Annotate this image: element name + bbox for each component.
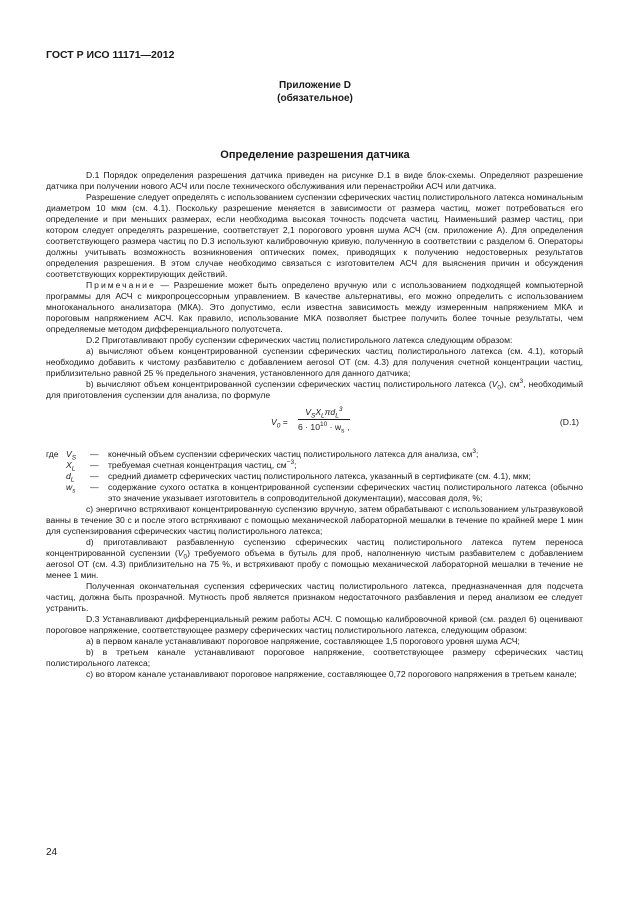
- document-header: ГОСТ Р ИСО 11171—2012: [46, 49, 175, 61]
- d2b-sup: 3: [519, 378, 524, 386]
- def-text-dl: средний диаметр сферических частиц полистирольного латекса, указанный в сертификате (см. 4.1), мкм;: [108, 471, 531, 481]
- formula-numerator: $V_SX_L\pi d_L^3$: [298, 407, 350, 420]
- d2b-v0: V: [491, 379, 498, 389]
- d2b-text-1: b) вычисляют объем концентрированной суспензии сферических частиц полистирольного латекса (: [86, 379, 492, 389]
- symbol-vs: $V_S$: [66, 449, 77, 462]
- d2b-text-2: ), см: [501, 379, 520, 389]
- formula-fraction: [298, 407, 350, 433]
- page-number: 24: [46, 847, 58, 858]
- paragraph-d3b: b) в третьем канале устанавливают пороговое напряжение, соответствующее размеру сферических частиц полистирольного латекса;: [46, 647, 583, 668]
- paragraph-d2c: с) энергично встряхивают концентрированную суспензию вручную, затем обрабатывают с использованием ультразвуковой ванны в течение 30 с и после этого встряхивают с помощью механической лабораторной мешалки в течение по крайней мере 1 мин для суспензирования сферических частиц полистирольного латекса;: [46, 504, 583, 536]
- definition-ws: [46, 482, 583, 504]
- d2b-v0-sub: 0: [497, 384, 502, 392]
- paragraph-resolution: Разрешение следует определять с использованием суспензии сферических частиц полистирольного латекса номинальным диаметром 10 мкм (см. 4.1). Поскольку разрешение меняется в зависимости от размера частиц, может потребоваться его определение и при меньших размерах, если необходима высокая точность подсчета частиц. Наименьший размер частиц, при котором следует определять разрешение, соответствует 2,1 порогового уровня шума АСЧ (см. приложение А). Для определения соответствующего размера частиц по D.3 используют калибровочную кривую, полученную в соответствии с разделом 6. Операторы должны учитывать возможность возникновения оптических помех, приводящих к получению недостоверных результатов определения разрешения. В этом случае необходимо связаться с изготовителем АСЧ для выяснения причин и обсуждения соответствующих корректирующих действий.: [46, 192, 583, 279]
- definition-dl: [46, 471, 583, 482]
- paragraph-d2: D.2 Приготавливают пробу суспензии сферических частиц полистирольного латекса следующим образом:: [86, 335, 513, 345]
- definition-xl: $X_L$ — требуемая счетная концентрация частиц, $см^{-3}$;: [66, 459, 297, 473]
- def-text-vs: конечный объем суспензии сферических частиц полистирольного латекса для анализа, см: [108, 449, 473, 459]
- definition-vs: где $V_S$ — конечный объем суспензии сферических частиц полистирольного латекса для анализа, $см^3$;: [46, 448, 479, 462]
- where-label: где: [46, 449, 59, 459]
- dash: —: [90, 482, 99, 492]
- d2b-text-3: , необходимый для приготовления суспензии для анализа, по формуле: [46, 379, 583, 400]
- dash: —: [90, 460, 99, 470]
- note-paragraph: [46, 280, 583, 335]
- paragraph-d3: D.3 Устанавливают дифференциальный режим работы АСЧ. С помощью калибровочной кривой (см. раздел 6) оценивают пороговое напряжение, соответствующее размеру сферических частиц полистирольного латекса, следующим образом:: [46, 614, 583, 635]
- note-label: Примечание: [86, 280, 156, 290]
- symbol-dl: $d_L$: [66, 471, 75, 484]
- document-body: [46, 170, 583, 680]
- dash: —: [90, 449, 99, 459]
- paragraph-d2a: а) вычисляют объем концентрированной суспензии сферических частиц полистирольного латекса (см. 4.1), который необходимо добавить к чистому разбавителю с добавлением aerosol OT (см. 4.3) для получения счетной концентрации частиц, приблизительно равной 25 % предельного значения, установленного для данного датчика;: [46, 346, 583, 378]
- section-title: Определение разрешения датчика: [220, 149, 410, 161]
- paragraph-d2d: d) приготавливают разбавленную суспензию сферических частиц полистирольного латекса путем переноса концентрированной суспензии $(V_0)$ требуемого объема в бутыль для проб, наполненную чистым разбавителем с добавлением aerosol OT (см. 4.3) приблизительно на 75 %, и встряхивают пробу с помощью механической лабораторной мешалки в течение не менее 1 мин.: [46, 537, 583, 580]
- paragraph-d3a: а) в первом канале устанавливают пороговое напряжение, составляющее 1,5 порогового уровня шума АСЧ;: [86, 636, 520, 646]
- symbol-ws: $w_s$: [66, 482, 76, 495]
- paragraph-final: Полученная окончательная суспензия сферических частиц полистирольного латекса, предназначенная для подсчета частиц, должна быть прозрачной. Мутность проб является признаком недостаточного разбавления и перед анализом ее следует устранить.: [46, 581, 583, 613]
- paragraph-d3c: с) во втором канале устанавливают пороговое напряжение, составляющее 0,72 порогового напряжения в третьем канале;: [86, 669, 577, 679]
- note-text: — Разрешение может быть определено вручную или с использованием подходящей компьютерной программы для АСЧ с микропроцессорным управлением. В качестве альтернативы, его можно определить с использованием многоканального анализатора (МКА). Это допустимо, если известна зависимость между измеренным напряжением МКА и пороговым напряжением АСЧ. Как правило, использование МКА позволяет быстрее получить более точные результаты, чем определяемые методом дифференциального полуотсчета.: [46, 280, 583, 334]
- def-text-xl: требуемая счетная концентрация частиц, см: [108, 460, 287, 470]
- symbol-xl: $X_L$: [66, 460, 76, 473]
- def-text-ws: содержание сухого остатка в концентрированной суспензии сферических частиц полистирольного латекса (обычно это значение указывает изготовитель в сопроводительной документации), массовая доля, %;: [108, 482, 583, 503]
- formula-number: (D.1): [559, 417, 579, 427]
- paragraph-d1: D.1 Порядок определения разрешения датчика приведен на рисунке D.1 в виде блок-схемы. Определяют разрешение датчика при получении нового АСЧ или после технического обслуживания или перенастройки АСЧ или датчика.: [46, 170, 583, 191]
- formula-denominator: $6 \cdot 10^{10} \cdot w_s$ ,: [298, 421, 350, 435]
- formula-d1: [46, 405, 583, 445]
- definitions-list: [46, 449, 583, 504]
- appendix-label: Приложение D: [279, 80, 351, 91]
- dash: —: [90, 471, 99, 481]
- formula-lhs: $V_0$ =: [271, 417, 288, 430]
- appendix-status: (обязательное): [277, 93, 353, 104]
- paragraph-d2b: [46, 379, 583, 401]
